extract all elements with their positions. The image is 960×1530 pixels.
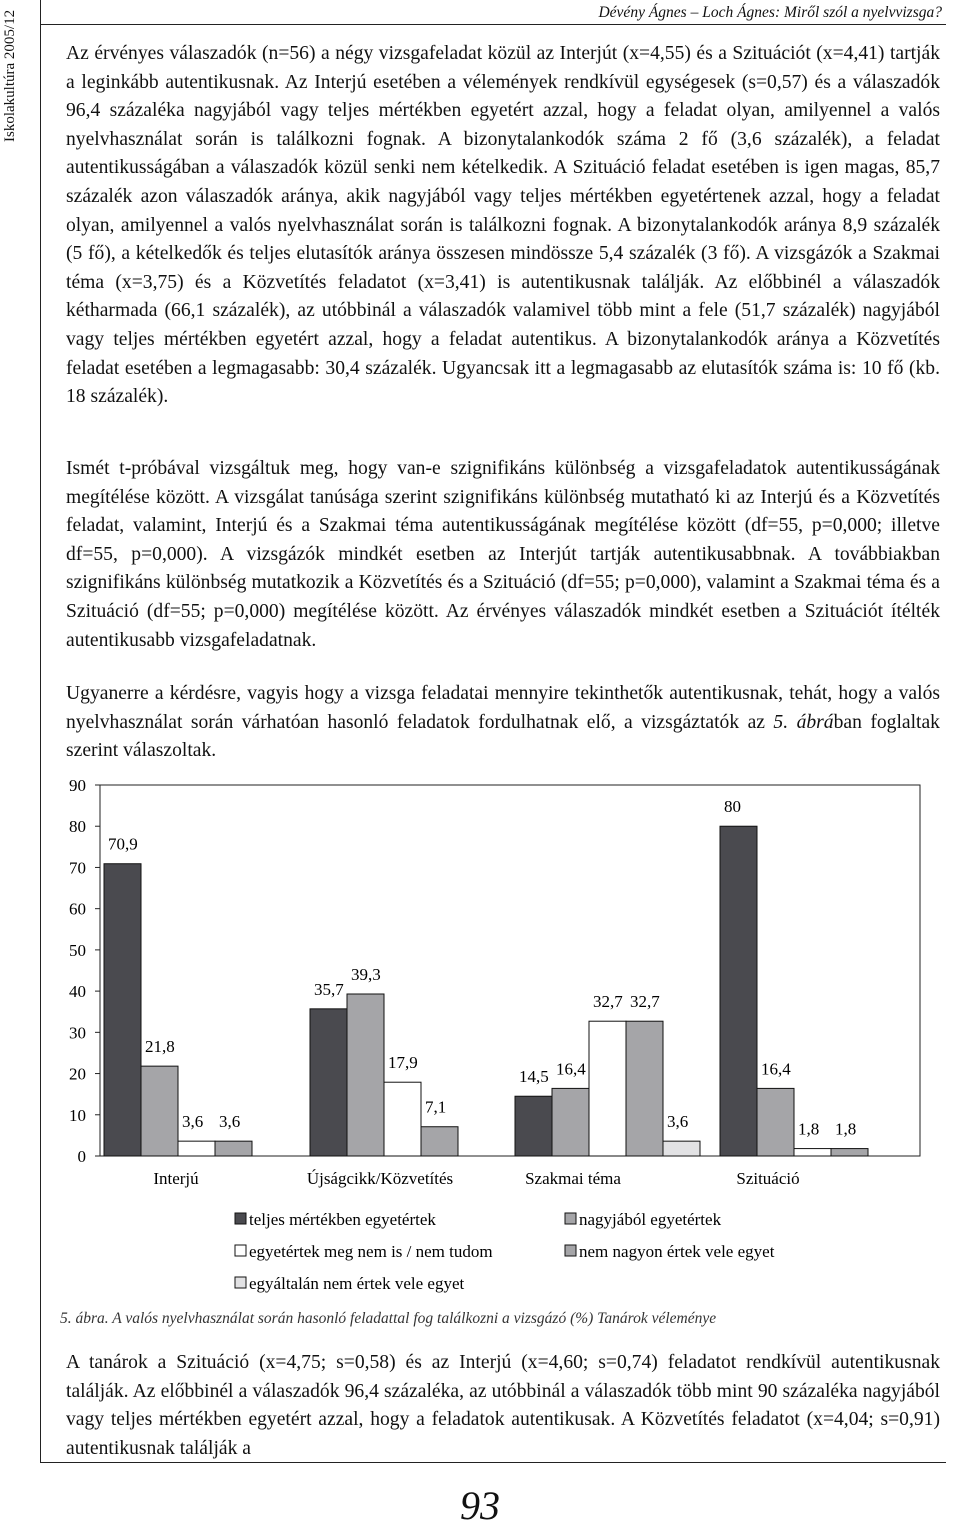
data-label: 35,7 [314, 979, 344, 999]
bar-3-1 [515, 1096, 552, 1156]
bar-4-4 [831, 1149, 868, 1156]
bar-4-2 [757, 1088, 794, 1156]
y-tick-label: 60 [69, 899, 86, 919]
y-tick-label: 40 [69, 982, 86, 1002]
y-tick-label: 10 [69, 1105, 86, 1125]
data-label: 32,7 [593, 992, 623, 1012]
data-label: 1,8 [798, 1119, 820, 1139]
bar-2-3 [384, 1082, 421, 1156]
bar-4-1 [720, 826, 757, 1156]
legend-label: egyetértek meg nem is / nem tudom [249, 1242, 493, 1261]
paragraph-1 [66, 40, 940, 412]
paragraph-4 [66, 1349, 940, 1463]
legend-swatch [565, 1245, 576, 1256]
legend-swatch [235, 1213, 246, 1224]
data-label: 14,5 [519, 1067, 549, 1087]
data-label: 17,9 [388, 1053, 418, 1073]
category-label: Szakmai téma [525, 1169, 621, 1188]
bar-1-4 [215, 1141, 252, 1156]
bar-2-2 [347, 994, 384, 1156]
data-label: 70,9 [108, 834, 138, 854]
data-label: 16,4 [761, 1059, 791, 1079]
plot-frame [100, 785, 920, 1156]
legend-label: teljes mértékben egyetértek [249, 1210, 436, 1229]
bar-1-1 [104, 864, 141, 1156]
figure-caption: 5. ábra. A valós nyelvhasználat során hasonló feladattal fog találkozni a vizsgázó (%) Tanárok véleménye [60, 1310, 717, 1327]
bar-chart-svg [50, 770, 930, 1300]
page-number: 93 [460, 1483, 500, 1528]
figure-reference: 5. ábrá [773, 711, 834, 733]
bar-2-1 [310, 1009, 347, 1156]
data-label: 3,6 [219, 1112, 241, 1132]
y-tick-label: 20 [69, 1064, 86, 1084]
bar-1-3 [178, 1141, 215, 1156]
data-label: 32,7 [630, 992, 660, 1012]
data-label: 21,8 [145, 1037, 175, 1057]
legend-swatch [235, 1277, 246, 1288]
data-label: 39,3 [351, 964, 381, 984]
bar-3-3 [589, 1021, 626, 1156]
paragraph-1-text: Az érvényes válaszadók (n=56) a négy vizsgafeladat közül az Interjút (x=4,55) és a Szituációt (x=4,41) tartják a leginkább autentikusnak. Az Interjú esetében a vélemények rendkívül egységesek (s=0,57) és a válaszadók 96,4 százaléka nagyjából vagy teljes mértékben egyetért azzal, hogy a feladat olyan, amilyennel a valós nyelvhasználat során is találkozni fognak. A bizonytalankodók száma 2 fő (3,6 százalék), a feladat autentikusságában a válaszadók közül senki nem kételkedik. A Szituáció feladat esetében is igen magas, 85,7 százalék azon válaszadók aránya, akik nagyjából vagy teljes mértékben egyetértenek azzal, hogy a feladat olyan, amilyennel a valós nyelvhasználat során is találkozni fognak. A bizonytalankodók aránya 8,9 százalék (5 fő), a kételkedők és teljes elutasítók aránya összesen mindössze 5,4 százalék (3 fő). A vizsgázók a Szakmai téma (x=3,75) és a Közvetítés feladatot (x=3,41) is autentikusnak találják. Az előbbinél a válaszadók kétharmada (66,1 százalék), az utóbbinál a válaszadók valamivel több mint a fele (51,7 százalék) nagyjából vagy teljes mértékben egyetért azzal, hogy a feladat autentikus. A bizonytalankodók aránya a Közvetítés feladat esetében a legmagasabb: 30,4 százalék. Ugyancsak itt a legmagasabb az elutasítók száma is: 10 fő (kb. 18 százalék). [66, 43, 940, 408]
legend-swatch [565, 1213, 576, 1224]
y-tick-label: 50 [69, 940, 86, 960]
bar-4-3 [794, 1149, 831, 1156]
sidebar [0, 0, 41, 1462]
y-tick-label: 70 [69, 858, 86, 878]
legend-swatch [235, 1245, 246, 1256]
bottom-rule [40, 1462, 946, 1463]
top-rule [40, 24, 946, 25]
data-label: 3,6 [182, 1112, 204, 1132]
figure-5-chart [50, 770, 930, 1300]
data-label: 80 [724, 797, 741, 817]
paragraph-3 [66, 680, 940, 766]
paragraph-3-after: ban foglaltak szerint válaszoltak. [66, 711, 940, 762]
category-label: Újságcikk/Közvetítés [306, 1169, 454, 1188]
category-label: Szituáció [736, 1169, 800, 1188]
data-label: 7,1 [425, 1097, 447, 1117]
bar-3-5 [663, 1141, 700, 1156]
bar-3-4 [626, 1021, 663, 1156]
data-label: 3,6 [667, 1112, 689, 1132]
paragraph-2-text: Ismét t-próbával vizsgáltuk meg, hogy van-e szignifikáns különbség a vizsgafeladatok autentikusságának megítélése között. A vizsgálat tanúsága szerint szignifikáns különbség mutatható ki az Interjú és a Közvetítés feladat, valamint, Interjú és a Szakmai téma autentikusságának megítélése között (df=55, p=0,000; illetve df=55, p=0,000). A vizsgázók mindkét esetben az Interjút tartják autentikusabbnak. A továbbiakban szignifikáns különbség mutatkozik a Közvetítés és a Szituáció (df=55; p=0,000), valamint a Szakmai téma és a Szituáció (df=55; p=0,000) megítélése között. Az érvényes válaszadók mindkét esetben a Szituációt ítélték autentikusabb vizsgafeladatnak. [66, 458, 940, 651]
running-head: Dévény Ágnes – Loch Ágnes: Miről szól a nyelvvizsga? [598, 4, 942, 21]
bar-2-4 [421, 1127, 458, 1156]
bar-1-2 [141, 1066, 178, 1156]
journal-name: Iskolakultúra 2005/12 [2, 9, 18, 142]
y-tick-label: 80 [69, 817, 86, 837]
bar-3-2 [552, 1088, 589, 1156]
legend-label: egyáltalán nem értek vele egyet [249, 1274, 465, 1293]
legend-label: nem nagyon értek vele egyet [579, 1242, 775, 1261]
y-tick-label: 30 [69, 1023, 86, 1043]
data-label: 16,4 [556, 1059, 586, 1079]
legend-label: nagyjából egyetértek [579, 1210, 722, 1229]
data-label: 1,8 [835, 1119, 857, 1139]
y-tick-label: 90 [69, 776, 86, 795]
y-tick-label: 0 [77, 1147, 86, 1166]
paragraph-3-before: Ugyanerre a kérdésre, vagyis hogy a vizsga feladatai mennyire tekinthetők autentikusnak, tehát, hogy a valós nyelvhasználat során várhatóan hasonló feladatok fordulhatnak elő, a vizsgáztatók az [66, 683, 940, 733]
paragraph-2 [66, 455, 940, 655]
category-label: Interjú [153, 1169, 199, 1188]
paragraph-4-text: A tanárok a Szituáció (x=4,75; s=0,58) és az Interjú (x=4,60; s=0,74) feladatot rendkívül autentikusnak találják. Az előbbinél a válaszadók 96,4 százaléka, az utóbbinál a válaszadók több mint 90 százaléka nagyjából vagy teljes mértékben egyetért azzal, hogy a feladatok autentikusak. A Közvetítés feladatot (x=4,04; s=0,91) autentikusnak találják a [66, 1352, 940, 1459]
paragraph-3-text [66, 680, 940, 766]
